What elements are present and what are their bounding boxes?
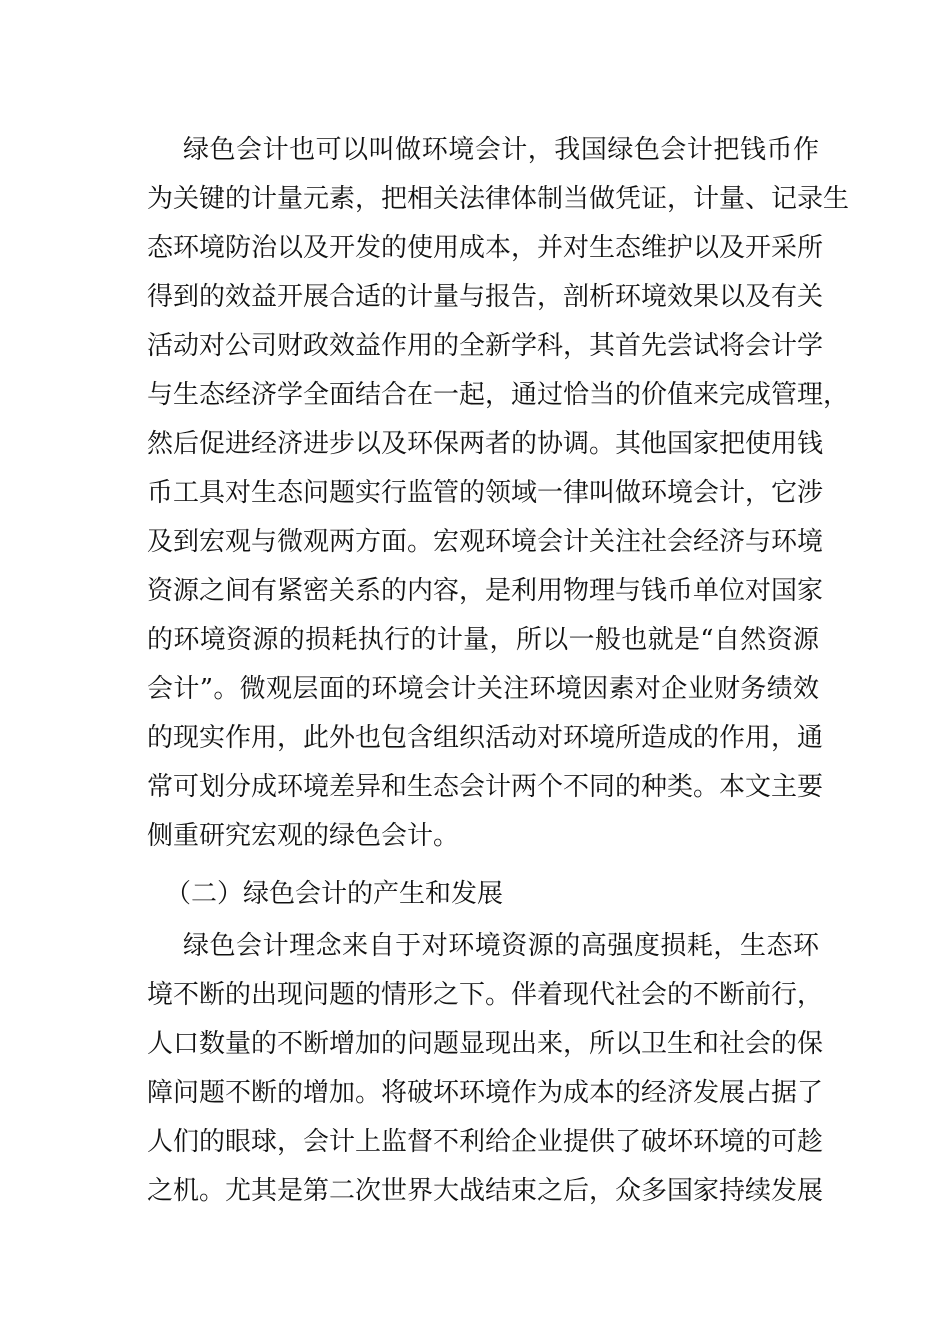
paragraph-line: 然后促进经济进步以及环保两者的协调。其他国家把使用钱 [147,429,824,459]
paragraph-green-accounting-definition [147,126,850,861]
paragraph-line: 会计”。微观层面的环境会计关注环境因素对企业财务绩效 [147,674,819,704]
paragraph-line: 态环境防治以及开发的使用成本，并对生态维护以及开采所 [147,233,824,263]
paragraph-line: 的现实作用，此外也包含组织活动对环境所造成的作用，通 [147,723,824,753]
section-heading: （二）绿色会计的产生和发展 [165,879,504,909]
paragraph-line: 为关键的计量元素，把相关法律体制当做凭证，计量、记录生 [147,184,850,214]
paragraph-line: 人口数量的不断增加的问题显现出来，所以卫生和社会的保 [147,1029,824,1059]
paragraph-line: 之机。尤其是第二次世界大战结束之后，众多国家持续发展 [147,1176,824,1206]
paragraph-origin-and-development [147,922,824,1216]
paragraph-line: 障问题不断的增加。将破坏环境作为成本的经济发展占据了 [147,1078,824,1108]
paragraph-line: 境不断的出现问题的情形之下。伴着现代社会的不断前行， [147,980,824,1010]
paragraph-line: 资源之间有紧密关系的内容，是利用物理与钱币单位对国家 [147,576,824,606]
paragraph-line: 绿色会计理念来自于对环境资源的高强度损耗，生态环 [183,931,819,961]
paragraph-line: 得到的效益开展合适的计量与报告，剖析环境效果以及有关 [147,282,824,312]
paragraph-line: 活动对公司财政效益作用的全新学科，其首先尝试将会计学 [147,331,824,361]
paragraph-line: 人们的眼球，会计上监督不利给企业提供了破坏环境的可趁 [147,1127,824,1157]
paragraph-line: 侧重研究宏观的绿色会计。 [147,821,460,851]
paragraph-line: 及到宏观与微观两方面。宏观环境会计关注社会经济与环境 [147,527,824,557]
paragraph-line: 绿色会计也可以叫做环境会计，我国绿色会计把钱币作 [183,135,819,165]
paragraph-line: 常可划分成环境差异和生态会计两个不同的种类。本文主要 [147,772,824,802]
paragraph-line: 的环境资源的损耗执行的计量，所以一般也就是“自然资源 [147,625,819,655]
paragraph-line: 与生态经济学全面结合在一起，通过恰当的价值来完成管理， [147,380,850,410]
paragraph-line: 币工具对生态问题实行监管的领域一律叫做环境会计，它涉 [147,478,824,508]
